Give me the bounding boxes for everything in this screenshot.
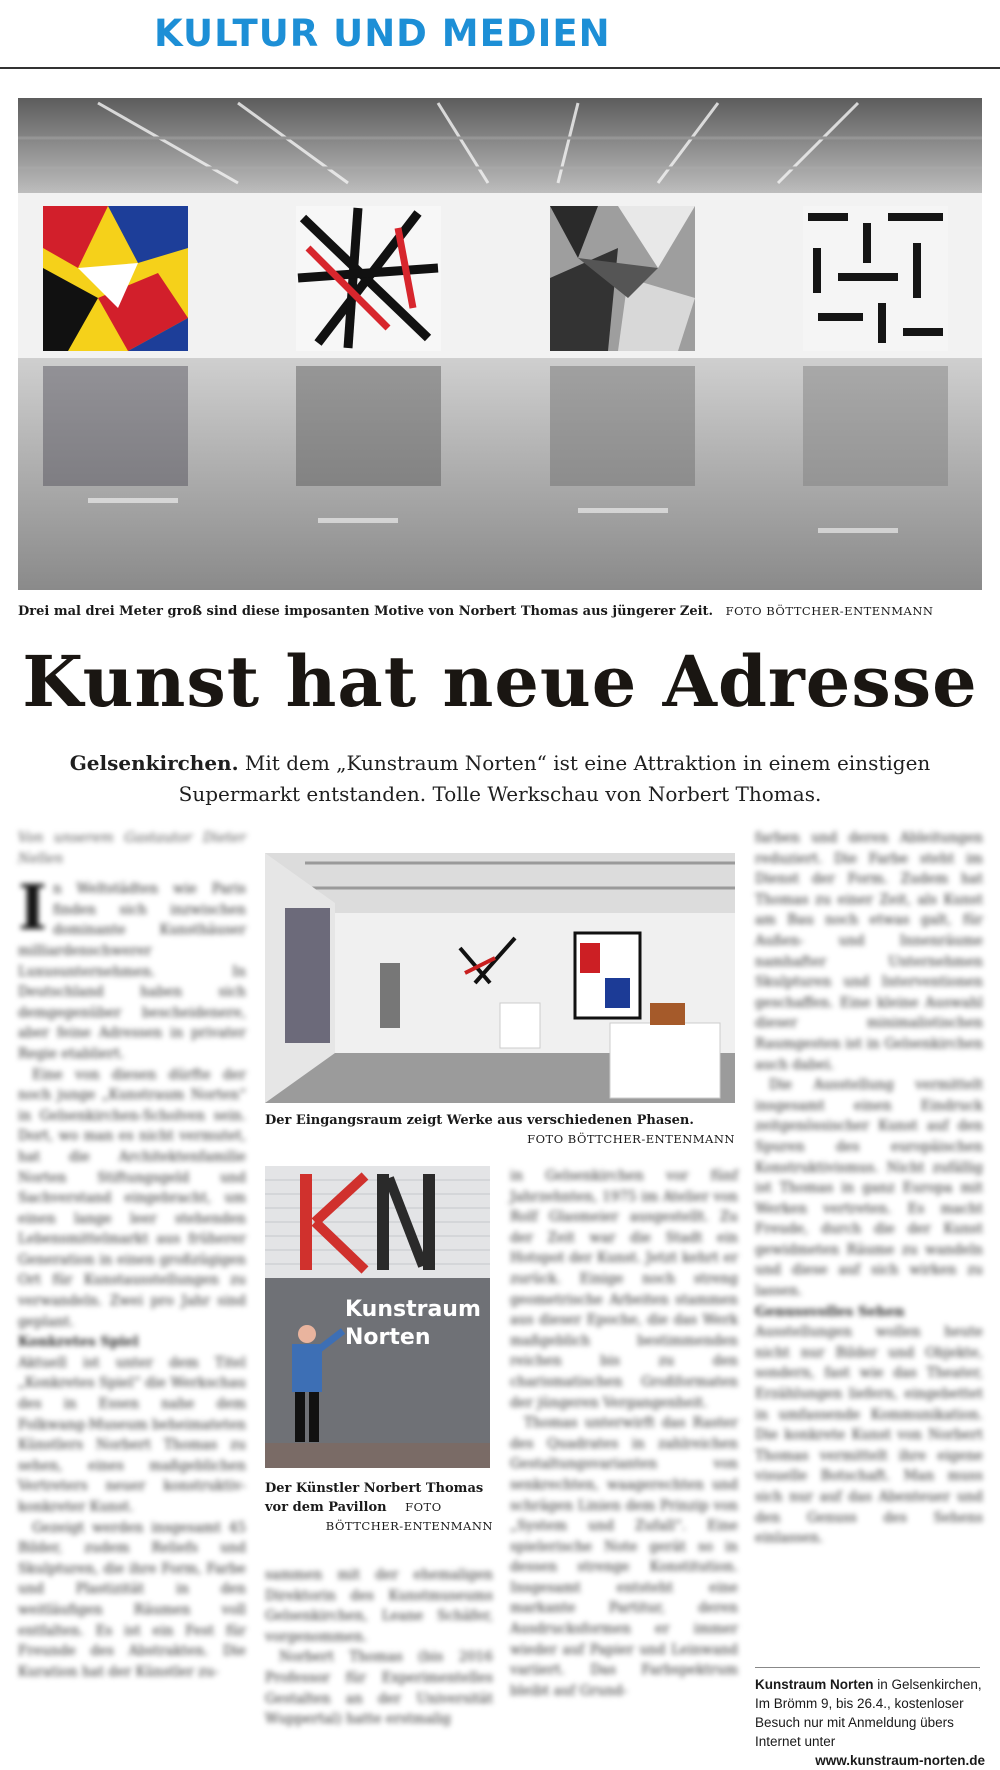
byline: Von unserem Gastautor Dieter Nellen — [18, 830, 246, 867]
body-column-2 — [265, 1565, 493, 1730]
article-headline: Kunst hat neue Adresse — [22, 640, 978, 723]
paragraph: Thomas unterwirft das Raster des Quadrates in zahlreichen Gestaltungsvarianten von senkrechten, waagerechten und schrägen Linien dem Prinzip von „System und Zufall“. Eine spielerische Note gerät so in dessen strenge Konstitution. Insgesamt entsteht eine markante Partitur, deren Ausdrucksformen er immer wieder auf Papier und Leinwand variiert. Das Farbspektrum bleibt auf Grund- — [510, 1415, 738, 1699]
body-column-1 — [18, 828, 246, 1682]
photo-credit: FOTO BÖTTCHER-ENTENMANN — [527, 1132, 735, 1146]
info-box — [755, 1675, 985, 1770]
info-rule — [755, 1667, 980, 1668]
photo-credit-label: FOTO — [405, 1500, 442, 1514]
body-column-3 — [510, 1166, 738, 1701]
info-name: Kunstraum Norten — [755, 1677, 874, 1692]
paragraph: n Weltstädten wie Paris finden sich inzwischen dominante Kunsthäuser milliardenschwerer Luxusunternehmen. In Deutschland haben sich demgegenüber bescheidenere, aber feine Adressen in privater Regie etabliert. — [18, 881, 246, 1062]
caption-text: Der Künstler Norbert Thomas vor dem Pavillon — [265, 1481, 484, 1515]
article-lead — [40, 748, 960, 810]
subhead: Konkretes Spiel — [18, 1334, 139, 1351]
photo-caption-mid — [265, 1112, 735, 1148]
paragraph: farben und deren Ableitungen reduziert. Die Farbe steht im Dienst der Form. Zudem hat Thomas zu einer Zeit, als Kunst am Bau noch etwas galt, für Außen- und Innenräume namhafter Unternehmen Skulpturen und Interventionen geschaffen. Eine kleine Auswahl dieser minimalistischen Raumgesten ist in Gelsenkirchen auch dabei. — [755, 830, 983, 1073]
drop-cap: I — [18, 871, 48, 945]
lead-city: Gelsenkirchen. — [69, 751, 239, 775]
paragraph: Aktuell ist unter dem Titel „Konkretes Spiel“ die Werkschau des in Essen nahe dem Folkwang-Museum beheimateten Künstlers Norbert Thomas zu sehen, eines maßgeblichen Vertreters neuer konstruktiv-konkreter Kunst. — [18, 1354, 246, 1515]
info-text: in Gelsenkirchen, Im Brömm 9, bis 26.4., kostenloser Besuch nur mit Anmeldung übers Internet unter — [755, 1677, 982, 1749]
caption-text: Drei mal drei Meter groß sind diese imposanten Motive von Norbert Thomas aus jüngerer Zeit. — [18, 604, 714, 619]
pavilion-sign: Kunstraum Norten — [345, 1297, 481, 1350]
photo-credit: FOTO BÖTTCHER-ENTENMANN — [725, 604, 934, 618]
info-url-link[interactable]: www.kunstraum-norten.de — [815, 1753, 985, 1768]
gallery-photo — [18, 98, 982, 590]
subhead: Genussvolles Sehen — [755, 1303, 905, 1320]
paragraph: sammen mit der ehemaligen Direktorin des Kunstmuseums Gelsenkirchen, Leane Schäfer, vorgenommen. — [265, 1567, 493, 1645]
paragraph: Die Ausstellung vermittelt insgesamt einen Eindruck zeitgenössischer Kunst auf den Spuren des europäischen Konstruktivismus. Nicht zufällig ist Thomas in ganz Europa mit Werken vertreten. Es macht Freude, durch die der Kunst gewidmeten Räume zu wandeln und diese auf sich wirken zu lassen. — [755, 1077, 983, 1300]
paragraph: Norbert Thomas (bis 2016 Professor für Experimentelles Gestalten an der Universität Wuppertal) hatte erstmalig — [265, 1649, 493, 1728]
photo-caption-top — [18, 602, 988, 621]
paragraph: Gezeigt werden insgesamt 45 Bilder, zudem Reliefs und Skulpturen, die ihre Form, Farbe und Plastizität in den weitläufigen Räumen voll entfalten. Es ist ein Fest für Freunde des Abstrakten. Die Kuration hat der Künstler zu- — [18, 1519, 246, 1680]
body-column-4 — [755, 828, 983, 1549]
photo-credit: BÖTTCHER-ENTENMANN — [325, 1519, 493, 1533]
paragraph: in Gelsenkirchen vor fünf Jahrzehnten, 1975 im Atelier von Rolf Glasmeier ausgestellt. Zu der Zeit war die Stadt ein Hotspot der Kunst. Jetzt kehrt er zurück. Einige noch streng geometrische Arbeiten stammen aus dieser Epoche, die das Werk maßgeblich bestimmenden reichen bis zu den charismatischen Großformaten der jüngeren Vergangenheit. — [510, 1168, 738, 1411]
section-title: KULTUR UND MEDIEN — [154, 12, 611, 55]
paragraph: Ausstellungen wollen heute nicht nur Bilder und Objekte, sondern, fast wie das Theater, Erzählungen liefern, eingebettet in umfassende Kommunikation. Die konkrete Kunst von Norbert Thomas vermittelt ihre eigene visuelle Botschaft. Man muss sich nur auf das Abenteuer und den Genuss des Sehens einlassen. — [755, 1324, 983, 1547]
paragraph: Eine von diesen dürfte der noch junge „Kunstraum Norten“ in Gelsenkirchen-Scholven sein. Dort, wo man es nicht vermutet, hat die Architektenfamilie Norten Stiftungsgeld und Sachverstand eingebracht, um einen lange leer stehenden Lebensmittelmarkt aus früherer Generation in einen großzügigen Ort für Kunstausstellungen zu verwandeln. Zwei pro Jahr sind geplant. — [18, 1066, 246, 1330]
entrance-photo — [265, 853, 735, 1103]
header-rule — [0, 67, 1000, 69]
lead-text: Mit dem „Kunstraum Norten“ ist eine Attraktion in einem einstigen Supermarkt entstanden. Tolle Werkschau von Norbert Thomas. — [178, 751, 931, 806]
caption-text: Der Eingangsraum zeigt Werke aus verschiedenen Phasen. — [265, 1113, 694, 1128]
photo-caption-small — [265, 1480, 493, 1535]
